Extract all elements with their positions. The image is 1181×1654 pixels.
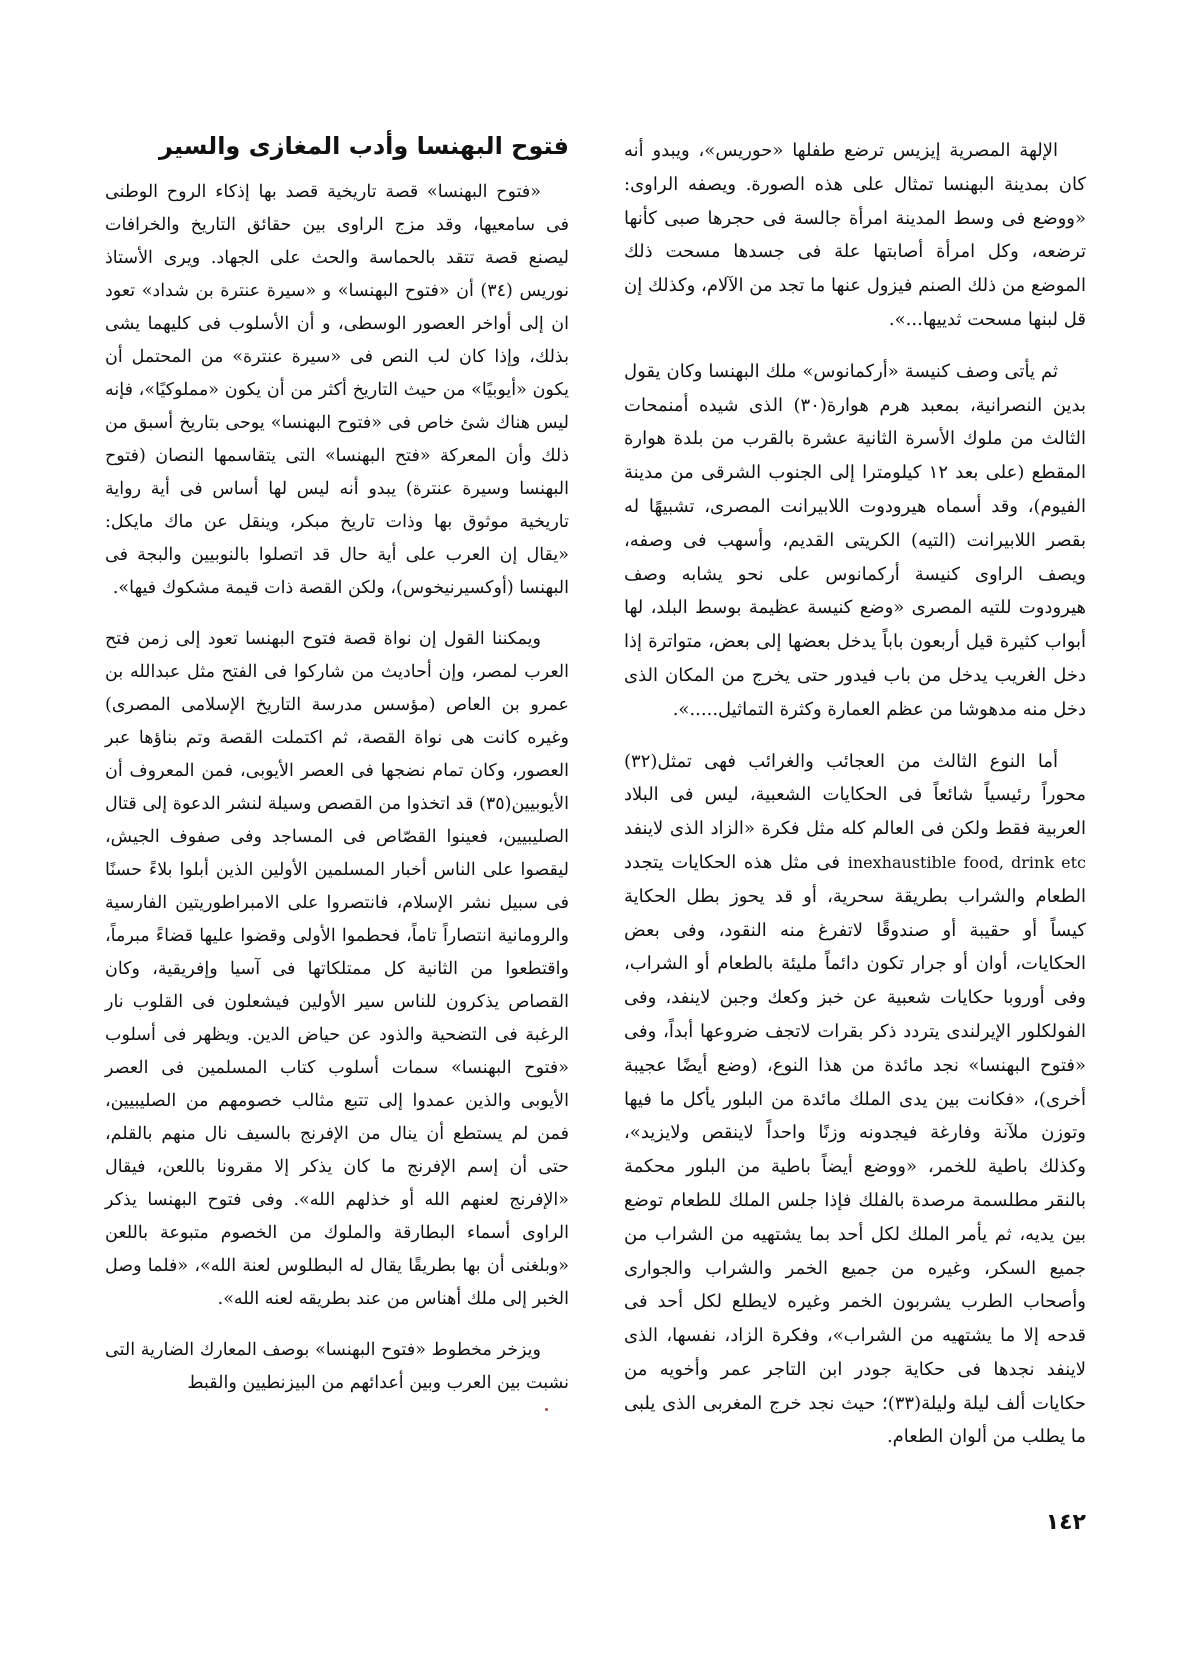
right-paragraph-3-continued: فى مثل هذه الحكايات يتجدد الطعام والشراب بطريقة سحرية، أو قد يحوز بطل الحكاية كيساً أو حقيبة أو صندوقًا لاتفرغ منه النقود، وفى بعض الحكايات، أوان أو جرار تكون دائماً مليئة بالطعام أو الشراب، وفى أوروبا حكايات شعبية عن خبز وكعك وجبن لاينفد، وفى الفولكلور الإيرلندى يتردد ذكر بقرات لاتجف ضروعها أبداً، وفى «فتوح البهنسا» نجد مائدة من هذا النوع، (وضع أيضًا عجيبة أخرى)، «فكانت بين يدى الملك مائدة من البلور يأكل ما فيها وتوزن ملآنة وفارغة فيجدونه وزنًا واحداً لاينقص ولايزيد»، وكذلك باطية للخمر، «ووضع أيضاً باطية من البلور محكمة بالنقر مطلسمة مرصدة بالفلك فإذا جلس الملك للطعام توضع بين يديه، ثم يأمر الملك لكل أحد بما يشتهيه من الشراب من جميع السكر، وغيره من جميع الخمر والشراب والجوارى وأصحاب الطرب يشربون الخمر وغيره لايطلع لكل أحد فى قدحه إلا ما يشتهيه من الشراب»، وفكرة الزاد، نفسها، الذى لاينفد نجدها فى حكاية جودر ابن التاجر عمر وأخويه من حكايات ألف ليلة وليلة(٣٣)؛ حيث نجد خرج المغربى الذى يلبى ما يطلب من ألوان الطعام. — [624, 851, 1086, 1448]
left-paragraph-3: ويزخر مخطوط «فتوح البهنسا» بوصف المعارك الضارية التى نشبت بين العرب وبين أعدائهم من البيزنطيين والقبط — [105, 1340, 569, 1393]
right-paragraph-2: ثم يأتى وصف كنيسة «أركمانوس» ملك البهنسا وكان يقول بدين النصرانية، بمعبد هرم هوارة(٣٠) الذى شيده أمنمحات الثالث من ملوك الأسرة الثانية عشرة بالقرب من بلدة هوارة المقطع (على بعد ١٢ كيلومترا إلى الجنوب الشرقى من مدينة الفيوم)، وقد أسماه هيرودوت اللابيرانت المصرى، تشبيهًا له بقصر اللابيرانت (التيه) الكريتى القديم، وأسهب فى وصفه، ويصف الراوى كنيسة أركمانوس على نحو يشابه وصف هيرودوت للتيه المصرى «وضع كنيسة عظيمة بوسط البلد، لها أبواب كثيرة قيل أربعون باباً يدخل بعضها إلى بعض، متواترة إذا دخل الغريب يدخل من باب فيدور حتى يخرج من المكان الذى دخل منه مدهوشا من عظم العمارة وكثرة التماثيل.....». — [624, 360, 1086, 720]
right-paragraph-1: الإلهة المصرية إيزيس ترضع طفلها «حوريس»، ويبدو أنه كان بمدينة البهنسا تمثال على هذه الصورة. ويصفه الراوى: «ووضع فى وسط المدينة امرأة جالسة فى حجرها صبى كأنها ترضعه، وكل امرأة أصابتها علة فى جسدها مسحت ذلك الموضع من ذلك الصنم فيزول عنها ما تجد من الآلام، وكذلك إن قل لبنها مسحت ثدييها...». — [624, 140, 1086, 330]
right-column — [624, 134, 1086, 1454]
left-column — [105, 176, 569, 1400]
section-heading: فتوح البهنسا وأدب المغازى والسير — [159, 132, 569, 160]
left-paragraph-1: «فتوح البهنسا» قصة تاريخية قصد بها إذكاء الروح الوطنى فى سامعيها، وقد مزج الراوى بين حقائق التاريخ والخرافات ليصنع قصة تتقد بالحماسة والحث على الجهاد. ويرى الأستاذ نوريس (٣٤) أن «فتوح البهنسا» و «سيرة عنترة بن شداد» تعود ان إلى أواخر العصور الوسطى، و أن الأسلوب فى كليهما يشى بذلك، وإذا كان لب النص فى «سيرة عنترة» من المحتمل أن يكون «أيوبيًا» من حيث التاريخ أكثر من أن يكون «مملوكيًا»، فإنه ليس هناك شئ خاص فى «فتوح البهنسا» يوحى بتاريخ أسبق من ذلك وأن المعركة «فتح البهنسا» التى يتقاسمها النصان (فتوح البهنسا وسيرة عنترة) يبدو أنه ليس لها أساس فى أية رواية تاريخية موثوق بها وذات تاريخ مبكر، وينقل عن ماك مايكل: «يقال إن العرب على أية حال قد اتصلوا بالنوبيين والبجة فى البهنسا (أوكسيرنيخوس)، ولكن القصة ذات قيمة مشكوك فيها». — [105, 182, 569, 598]
latin-phrase: inexhaustible food, drink etc — [847, 852, 1086, 872]
stray-mark — [545, 1408, 548, 1411]
right-paragraph-3-text: أما النوع الثالث من العجائب والغرائب فهى تمثل(٣٢) محوراً رئيسياً شائعاً فى الحكايات الشعبية، ليس فى البلاد العربية فقط ولكن فى العالم كله مثل فكرة «الزاد الذى لاينفد — [624, 750, 1086, 840]
right-paragraph-3 — [624, 745, 1086, 1455]
page-number: ١٤٢ — [1045, 1510, 1086, 1535]
left-paragraph-2: ويمكننا القول إن نواة قصة فتوح البهنسا تعود إلى زمن فتح العرب لمصر، وإن أحاديث من شاركوا فى الفتح مثل عبدالله بن عمرو بن العاص (مؤسس مدرسة التاريخ الإسلامى المصرى) وغيره كانت هى نواة القصة، ثم اكتملت القصة وتم بناؤها عبر العصور، وكان تمام نضجها فى العصر الأيوبى، فمن المعروف أن الأيوبيين(٣٥) قد اتخذوا من القصص وسيلة لنشر الدعوة إلى قتال الصليبيين، فعينوا القصّاص فى المساجد وفى صفوف الجيش، ليقصوا على الناس أخبار المسلمين الأولين الذين أبلوا بلاءً حسنًا فى سبيل نشر الإسلام، فانتصروا على الامبراطوريتين الفارسية والرومانية انتصاراً تاماً، فحطموا الأولى وقضوا عليها قضاءً مبرماً، واقتطعوا من الثانية كل ممتلكاتها فى آسيا وإفريقية، وكان القصاص يذكرون للناس سير الأولين فيشعلون فى القلوب نار الرغبة فى التضحية والذود عن حياض الدين. ويظهر فى أسلوب «فتوح البهنسا» سمات أسلوب كتاب المسلمين فى العصر الأيوبى والذين عمدوا إلى تتبع مثالب خصومهم من الصليبيين، فمن لم يستطع أن ينال من الإفرنج بالسيف نال منهم بالقلم، حتى أن إسم الإفرنج ما كان يذكر إلا مقرونا باللعن، فيقال «الإفرنج لعنهم الله أو خذلهم الله». وفى فتوح البهنسا يذكر الراوى أسماء البطارقة والملوك من الخصوم متبوعة باللعن «وبلغنى أن بها بطريقًا يقال له البطلوس لعنة الله»، «فلما وصل الخبر إلى ملك أهناس من عند بطريقه لعنه الله». — [105, 629, 569, 1309]
